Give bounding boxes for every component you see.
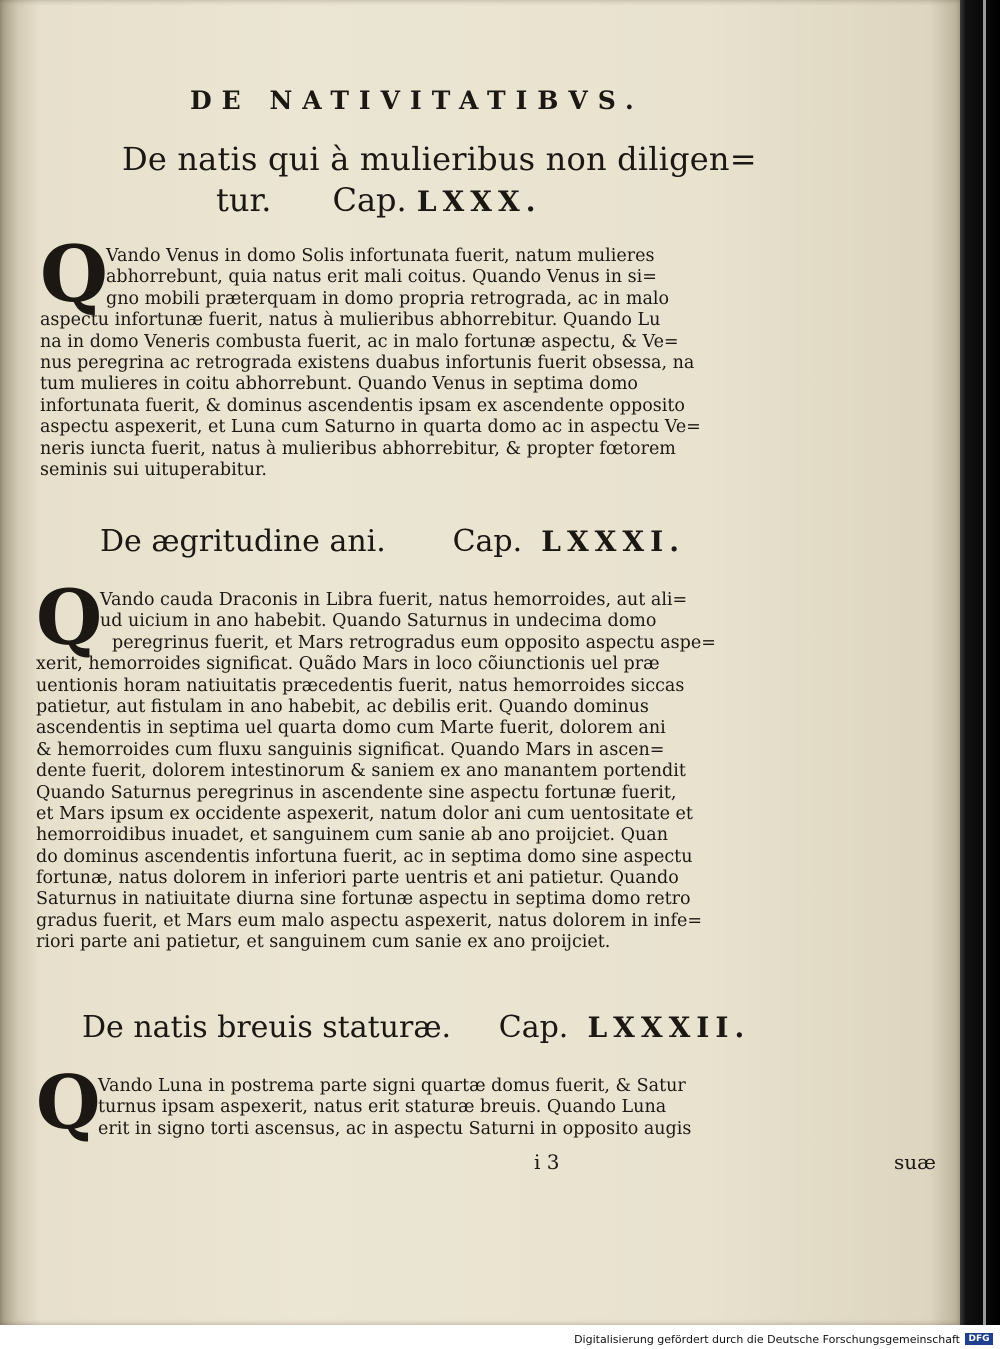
chapter-82-dropcap: Q bbox=[36, 1060, 101, 1146]
dfg-logo-icon: DFG bbox=[965, 1333, 993, 1345]
chapter-80-heading-line2 bbox=[216, 181, 541, 219]
chapter-82-cap-number: LXXXII. bbox=[587, 1011, 751, 1044]
text-line: turnus ipsam aspexerit, natus erit staturæ breuis. Quando Luna bbox=[98, 1097, 667, 1118]
signature-mark: i 3 bbox=[534, 1150, 560, 1174]
text-line: Saturnus in natiuitate diurna sine fortunæ aspectu in septima domo retro bbox=[36, 889, 691, 910]
text-line: uentionis horam natiuitatis præcedentis fuerit, natus hemorroides siccas bbox=[36, 675, 685, 696]
chapter-80-heading-line1: De natis qui à mulieribus non diligen= bbox=[122, 140, 757, 178]
text-line: ascendentis in septima uel quarta domo cum Marte fuerit, dolorem ani bbox=[36, 718, 666, 739]
text-line: seminis sui uituperabitur. bbox=[40, 459, 267, 480]
text-line: et Mars ipsum ex occidente aspexerit, natum dolor ani cum uentositate et bbox=[36, 803, 693, 824]
chapter-80-text bbox=[40, 246, 940, 481]
text-line: Vando cauda Draconis in Libra fuerit, natus hemorroides, aut ali= bbox=[100, 590, 688, 610]
chapter-82-cap-label: Cap. bbox=[498, 1010, 569, 1045]
text-line: gradus fuerit, et Mars eum malo aspectu aspexerit, natus dolorem in infe= bbox=[36, 910, 703, 931]
text-line: xerit, hemorroides significat. Quãdo Mars in loco cõiunctionis uel præ bbox=[36, 654, 660, 675]
text-line: nus peregrina ac retrograda existens duabus infortunis fuerit obsessa, na bbox=[40, 352, 695, 373]
text-line: fortunæ, natus dolorem in inferiori parte uentris et ani patietur. Quando bbox=[36, 868, 679, 889]
chapter-82-text bbox=[36, 1076, 940, 1140]
chapter-82-title: De natis breuis staturæ. bbox=[82, 1010, 452, 1045]
chapter-82-heading bbox=[82, 1010, 750, 1045]
chapter-81-heading bbox=[100, 524, 685, 559]
text-line: aspectu infortunæ fuerit, natus à mulieribus abhorrebitur. Quando Lu bbox=[40, 310, 661, 331]
scan-dark-margin bbox=[960, 0, 1000, 1325]
chapter-80-cap-label: Cap. bbox=[332, 181, 407, 219]
running-head: DE NATIVITATIBVS. bbox=[190, 86, 644, 115]
chapter-81-cap-label: Cap. bbox=[452, 524, 523, 559]
text-line: tum mulieres in coitu abhorrebunt. Quando Venus in septima domo bbox=[40, 374, 638, 395]
text-line: neris iuncta fuerit, natus à mulieribus abhorrebitur, & propter fœtorem bbox=[40, 438, 676, 459]
text-line: do dominus ascendentis infortuna fuerit, ac in septima domo sine aspectu bbox=[36, 846, 693, 867]
text-line: dente fuerit, dolorem intestinorum & saniem ex ano manantem portendit bbox=[36, 761, 686, 782]
text-line: Vando Luna in postrema parte signi quartæ domus fuerit, & Satur bbox=[98, 1076, 686, 1096]
text-line: na in domo Veneris combusta fuerit, ac in malo fortunæ aspectu, & Ve= bbox=[40, 331, 679, 352]
text-line: riori parte ani patietur, et sanguinem cum sanie ex ano proijciet. bbox=[36, 932, 611, 953]
scan-edge-line bbox=[983, 0, 986, 1325]
chapter-81-dropcap: Q bbox=[36, 573, 103, 662]
text-line: abhorrebunt, quia natus erit mali coitus. Quando Venus in si= bbox=[106, 267, 657, 288]
text-line: ud uicium in ano habebit. Quando Saturnus in undecima domo bbox=[100, 611, 657, 632]
text-line: gno mobili præterquam in domo propria retrograda, ac in malo bbox=[106, 288, 670, 309]
chapter-81-title: De ægritudine ani. bbox=[100, 524, 386, 559]
text-line: Vando Venus in domo Solis infortunata fuerit, natum mulieres bbox=[106, 246, 655, 266]
text-line: patietur, aut fistulam in ano habebit, ac debilis erit. Quando dominus bbox=[36, 696, 649, 717]
chapter-80-cap-number: LXXX. bbox=[416, 185, 542, 218]
text-line: erit in signo torti ascensus, ac in aspectu Saturni in opposito augis bbox=[98, 1118, 692, 1139]
text-line: hemorroidibus inuadet, et sanguinem cum sanie ab ano proijciet. Quan bbox=[36, 825, 669, 846]
chapter-81-cap-number: LXXXI. bbox=[541, 525, 685, 558]
text-line: aspectu aspexerit, et Luna cum Saturno in quarta domo ac in aspectu Ve= bbox=[40, 417, 701, 438]
chapter-81-text bbox=[36, 590, 940, 954]
text-line: infortunata fuerit, & dominus ascendentis ipsam ex ascendente opposito bbox=[40, 395, 685, 416]
catchword: suæ bbox=[894, 1150, 936, 1174]
text-line: Quando Saturnus peregrinus in ascendente sine aspectu fortunæ fuerit, bbox=[36, 782, 677, 803]
text-line: peregrinus fuerit, et Mars retrogradus eum opposito aspectu aspe= bbox=[112, 632, 716, 653]
chapter-80-heading-tur: tur. bbox=[216, 181, 272, 219]
footer-credit: Digitalisierung gefördert durch die Deutsche Forschungsgemeinschaft bbox=[574, 1333, 960, 1346]
chapter-80-dropcap: Q bbox=[40, 229, 108, 320]
text-line: & hemorroides cum fluxu sanguinis significat. Quando Mars in ascen= bbox=[36, 739, 665, 760]
